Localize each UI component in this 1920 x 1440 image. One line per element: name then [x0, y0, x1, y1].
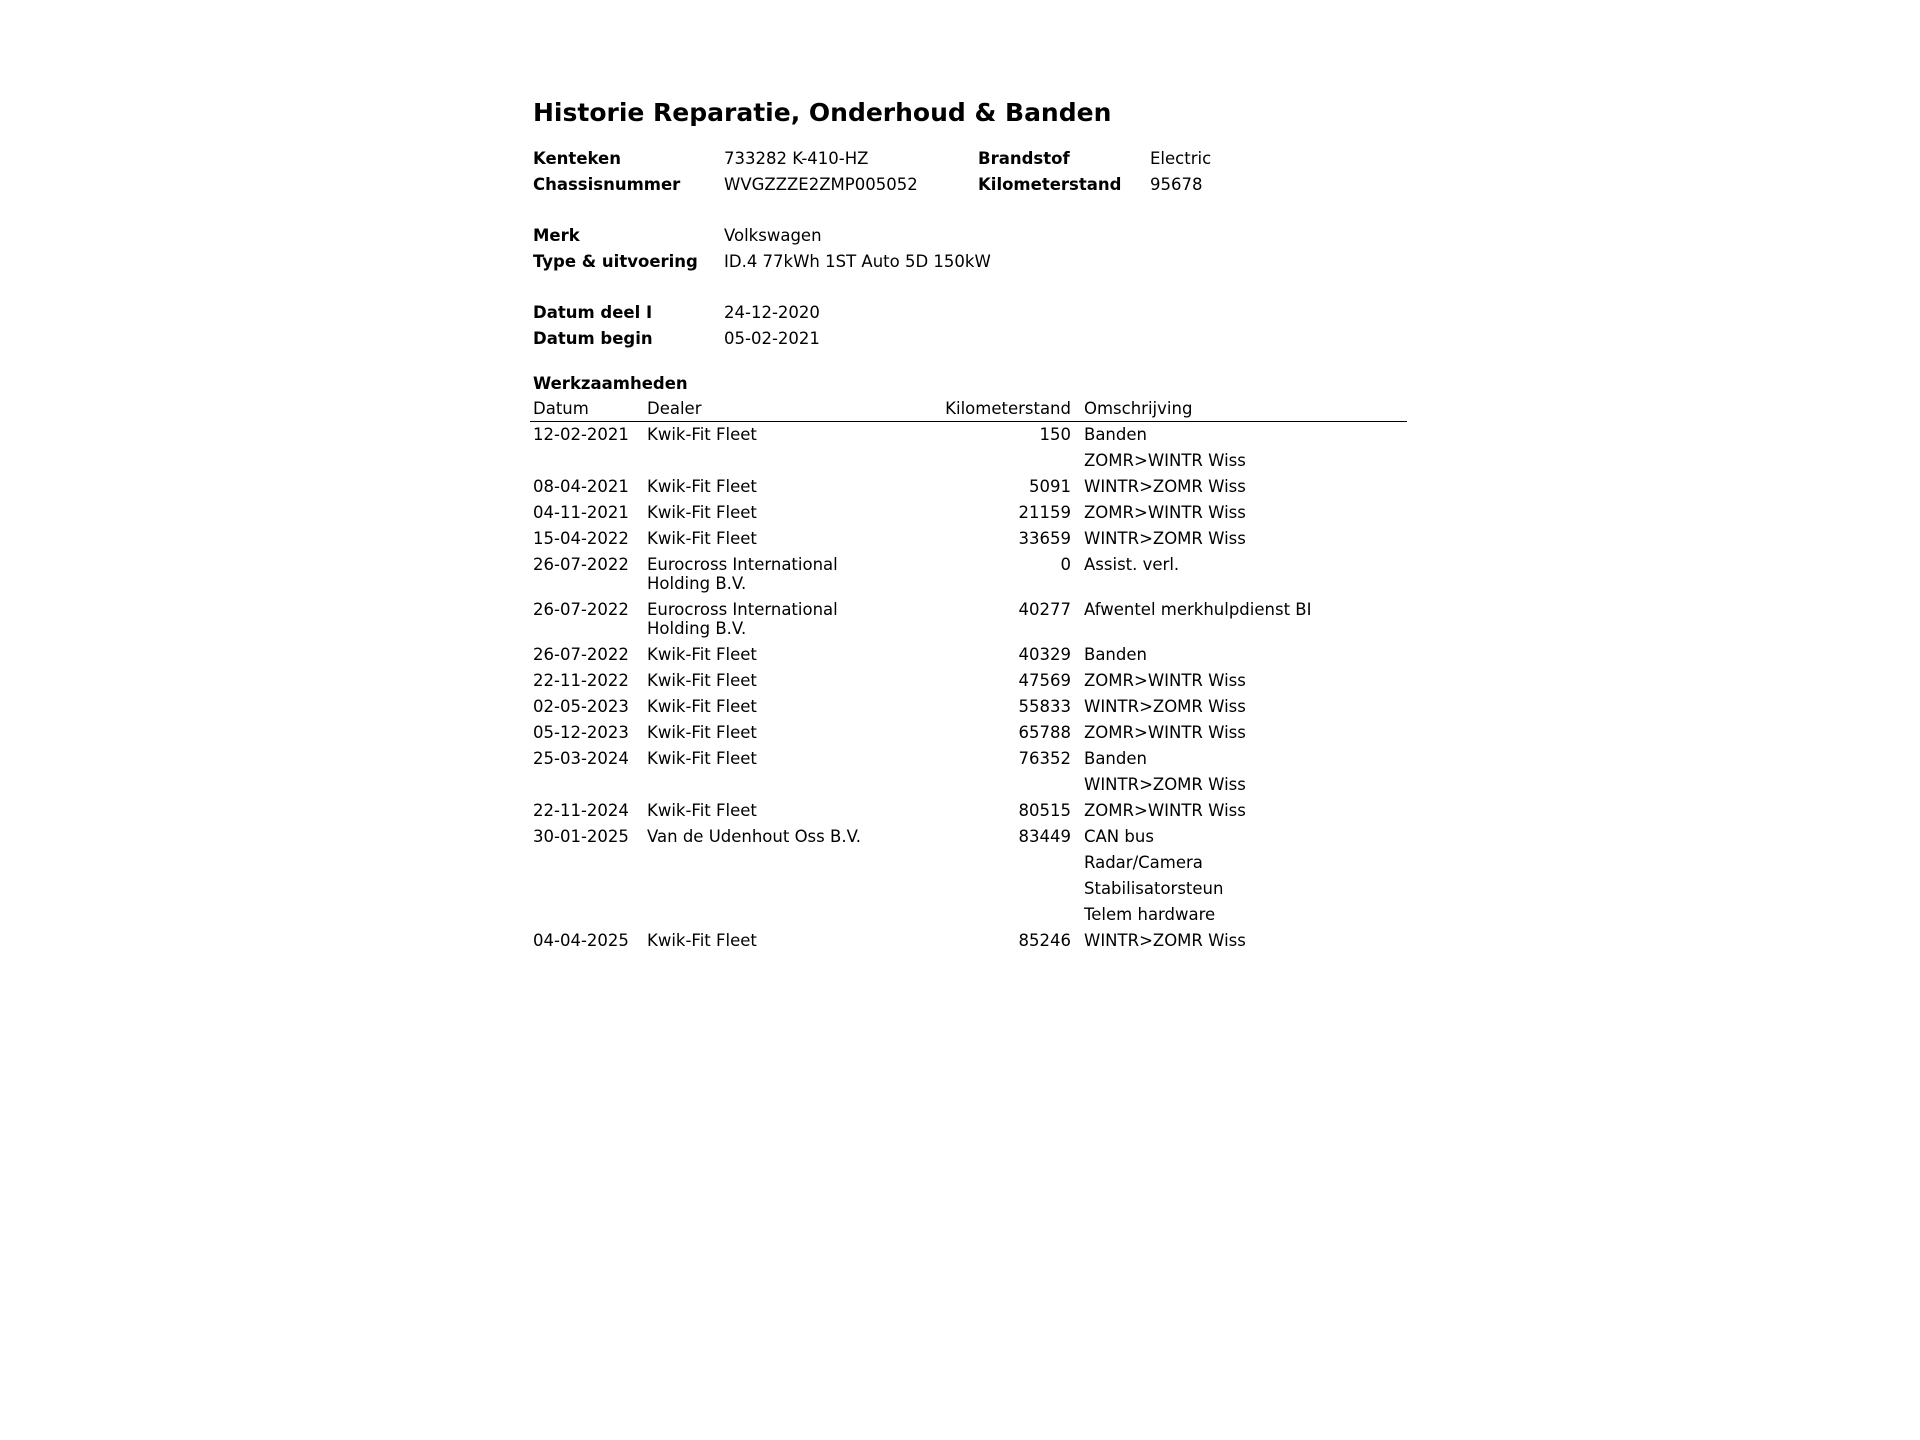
kenteken-label: Kenteken: [533, 149, 621, 168]
chassis-value: WVGZZZE2ZMP005052: [724, 175, 918, 194]
datum-deel-value: 24-12-2020: [724, 303, 820, 322]
cell-omschrijving: [1081, 526, 1407, 552]
omschrijving-line: Radar/Camera: [1084, 853, 1203, 872]
cell-kilometerstand: 47569: [1018, 671, 1071, 690]
omschrijving-line: CAN bus: [1084, 827, 1154, 846]
cell-kilometerstand: 80515: [1018, 801, 1071, 820]
cell-dealer: Kwik-Fit Fleet: [647, 645, 757, 664]
cell-datum: 26-07-2022: [533, 645, 629, 664]
cell-kilometerstand: 83449: [1018, 827, 1071, 846]
kenteken-value: 733282 K-410-HZ: [724, 149, 869, 168]
table-row: [530, 720, 1407, 746]
omschrijving-line: ZOMR>WINTR Wiss: [1084, 503, 1246, 522]
merk-label: Merk: [533, 226, 580, 245]
cell-dealer: Van de Udenhout Oss B.V.: [647, 827, 861, 846]
spacer: [533, 275, 1413, 300]
cell-dealer: Kwik-Fit Fleet: [647, 697, 757, 716]
cell-datum: 22-11-2024: [533, 801, 629, 820]
datum-begin-value: 05-02-2021: [724, 329, 820, 348]
table-row: [530, 798, 1407, 824]
table-row: [530, 928, 1407, 954]
cell-omschrijving: [1081, 694, 1407, 720]
table-row: [530, 500, 1407, 526]
cell-dealer: Kwik-Fit Fleet: [647, 503, 757, 522]
cell-dealer: Eurocross International Holding B.V.: [647, 555, 838, 593]
cell-datum: 26-07-2022: [533, 600, 629, 619]
cell-omschrijving: [1081, 500, 1407, 526]
omschrijving-line: Afwentel merkhulpdienst BI: [1084, 600, 1312, 619]
cell-omschrijving: [1081, 422, 1407, 475]
cell-dealer: Kwik-Fit Fleet: [647, 723, 757, 742]
omschrijving-line: Banden: [1084, 645, 1147, 664]
omschrijving-line: Assist. verl.: [1084, 555, 1180, 574]
cell-dealer: Kwik-Fit Fleet: [647, 749, 757, 768]
spacer: [533, 198, 1413, 223]
vehicle-info: [533, 146, 1413, 352]
table-row: [530, 824, 1407, 928]
cell-kilometerstand: 76352: [1018, 749, 1071, 768]
table-row: [530, 526, 1407, 552]
omschrijving-line: WINTR>ZOMR Wiss: [1084, 775, 1246, 794]
omschrijving-line: ZOMR>WINTR Wiss: [1084, 801, 1246, 820]
omschrijving-line: Banden: [1084, 749, 1147, 768]
cell-datum: 25-03-2024: [533, 749, 629, 768]
cell-omschrijving: [1081, 668, 1407, 694]
omschrijving-line: ZOMR>WINTR Wiss: [1084, 723, 1246, 742]
cell-omschrijving: [1081, 597, 1407, 642]
omschrijving-line: WINTR>ZOMR Wiss: [1084, 931, 1246, 950]
merk-value: Volkswagen: [724, 226, 822, 245]
work-table-body: [530, 422, 1407, 955]
cell-datum: 04-04-2025: [533, 931, 629, 950]
table-row: [530, 668, 1407, 694]
cell-omschrijving: [1081, 824, 1407, 928]
table-row: [530, 597, 1407, 642]
cell-datum: 15-04-2022: [533, 529, 629, 548]
brandstof-label: Brandstof: [978, 149, 1070, 168]
cell-dealer: Eurocross International Holding B.V.: [647, 600, 838, 638]
chassis-label: Chassisnummer: [533, 175, 681, 194]
page-title: Historie Reparatie, Onderhoud & Banden: [533, 98, 1112, 127]
cell-kilometerstand: 0: [1060, 555, 1071, 574]
cell-datum: 08-04-2021: [533, 477, 629, 496]
column-header-datum: Datum: [530, 397, 644, 422]
kilometerstand-label: Kilometerstand: [978, 175, 1122, 194]
table-row: [530, 642, 1407, 668]
cell-omschrijving: [1081, 928, 1407, 954]
datum-deel-label: Datum deel I: [533, 303, 653, 322]
table-row: [530, 694, 1407, 720]
table-row: [530, 552, 1407, 597]
datum-begin-label: Datum begin: [533, 329, 653, 348]
cell-datum: 05-12-2023: [533, 723, 629, 742]
omschrijving-line: Banden: [1084, 425, 1147, 444]
cell-dealer: Kwik-Fit Fleet: [647, 477, 757, 496]
cell-kilometerstand: 5091: [1029, 477, 1071, 496]
cell-omschrijving: [1081, 746, 1407, 798]
cell-kilometerstand: 150: [1039, 425, 1071, 444]
cell-datum: 04-11-2021: [533, 503, 629, 522]
table-row: [530, 422, 1407, 475]
cell-dealer: Kwik-Fit Fleet: [647, 671, 757, 690]
cell-kilometerstand: 40329: [1018, 645, 1071, 664]
table-row: [530, 474, 1407, 500]
cell-omschrijving: [1081, 720, 1407, 746]
cell-kilometerstand: 85246: [1018, 931, 1071, 950]
cell-omschrijving: [1081, 642, 1407, 668]
type-label: Type & uitvoering: [533, 252, 698, 271]
cell-kilometerstand: 55833: [1018, 697, 1071, 716]
info-row-kenteken: [533, 146, 1413, 172]
cell-dealer: Kwik-Fit Fleet: [647, 801, 757, 820]
cell-kilometerstand: 33659: [1018, 529, 1071, 548]
column-header-kilometerstand: Kilometerstand: [906, 397, 1081, 422]
cell-datum: 02-05-2023: [533, 697, 629, 716]
info-row-type: [533, 249, 1413, 275]
info-row-datum-deel: [533, 300, 1413, 326]
cell-kilometerstand: 40277: [1018, 600, 1071, 619]
cell-omschrijving: [1081, 474, 1407, 500]
cell-datum: 26-07-2022: [533, 555, 629, 574]
kilometerstand-value: 95678: [1150, 175, 1203, 194]
omschrijving-line: Telem hardware: [1084, 905, 1216, 924]
table-header-row: [530, 397, 1407, 422]
cell-omschrijving: [1081, 798, 1407, 824]
omschrijving-line: WINTR>ZOMR Wiss: [1084, 697, 1246, 716]
column-header-dealer: Dealer: [644, 397, 906, 422]
cell-datum: 12-02-2021: [533, 425, 629, 444]
cell-dealer: Kwik-Fit Fleet: [647, 425, 757, 444]
omschrijving-line: ZOMR>WINTR Wiss: [1084, 671, 1246, 690]
cell-datum: 30-01-2025: [533, 827, 629, 846]
info-row-merk: [533, 223, 1413, 249]
omschrijving-line: ZOMR>WINTR Wiss: [1084, 451, 1246, 470]
document-page: [533, 92, 1413, 954]
work-table: [530, 397, 1407, 954]
brandstof-value: Electric: [1150, 149, 1212, 168]
type-value: ID.4 77kWh 1ST Auto 5D 150kW: [724, 252, 991, 271]
cell-omschrijving: [1081, 552, 1407, 597]
column-header-omschrijving: Omschrijving: [1081, 397, 1407, 422]
omschrijving-line: WINTR>ZOMR Wiss: [1084, 477, 1246, 496]
cell-datum: 22-11-2022: [533, 671, 629, 690]
cell-dealer: Kwik-Fit Fleet: [647, 529, 757, 548]
table-row: [530, 746, 1407, 798]
cell-kilometerstand: 65788: [1018, 723, 1071, 742]
info-row-datum-begin: [533, 326, 1413, 352]
omschrijving-line: Stabilisatorsteun: [1084, 879, 1224, 898]
info-row-chassis: [533, 172, 1413, 198]
section-title-werkzaamheden: Werkzaamheden: [533, 374, 688, 393]
cell-kilometerstand: 21159: [1018, 503, 1071, 522]
cell-dealer: Kwik-Fit Fleet: [647, 931, 757, 950]
omschrijving-line: WINTR>ZOMR Wiss: [1084, 529, 1246, 548]
